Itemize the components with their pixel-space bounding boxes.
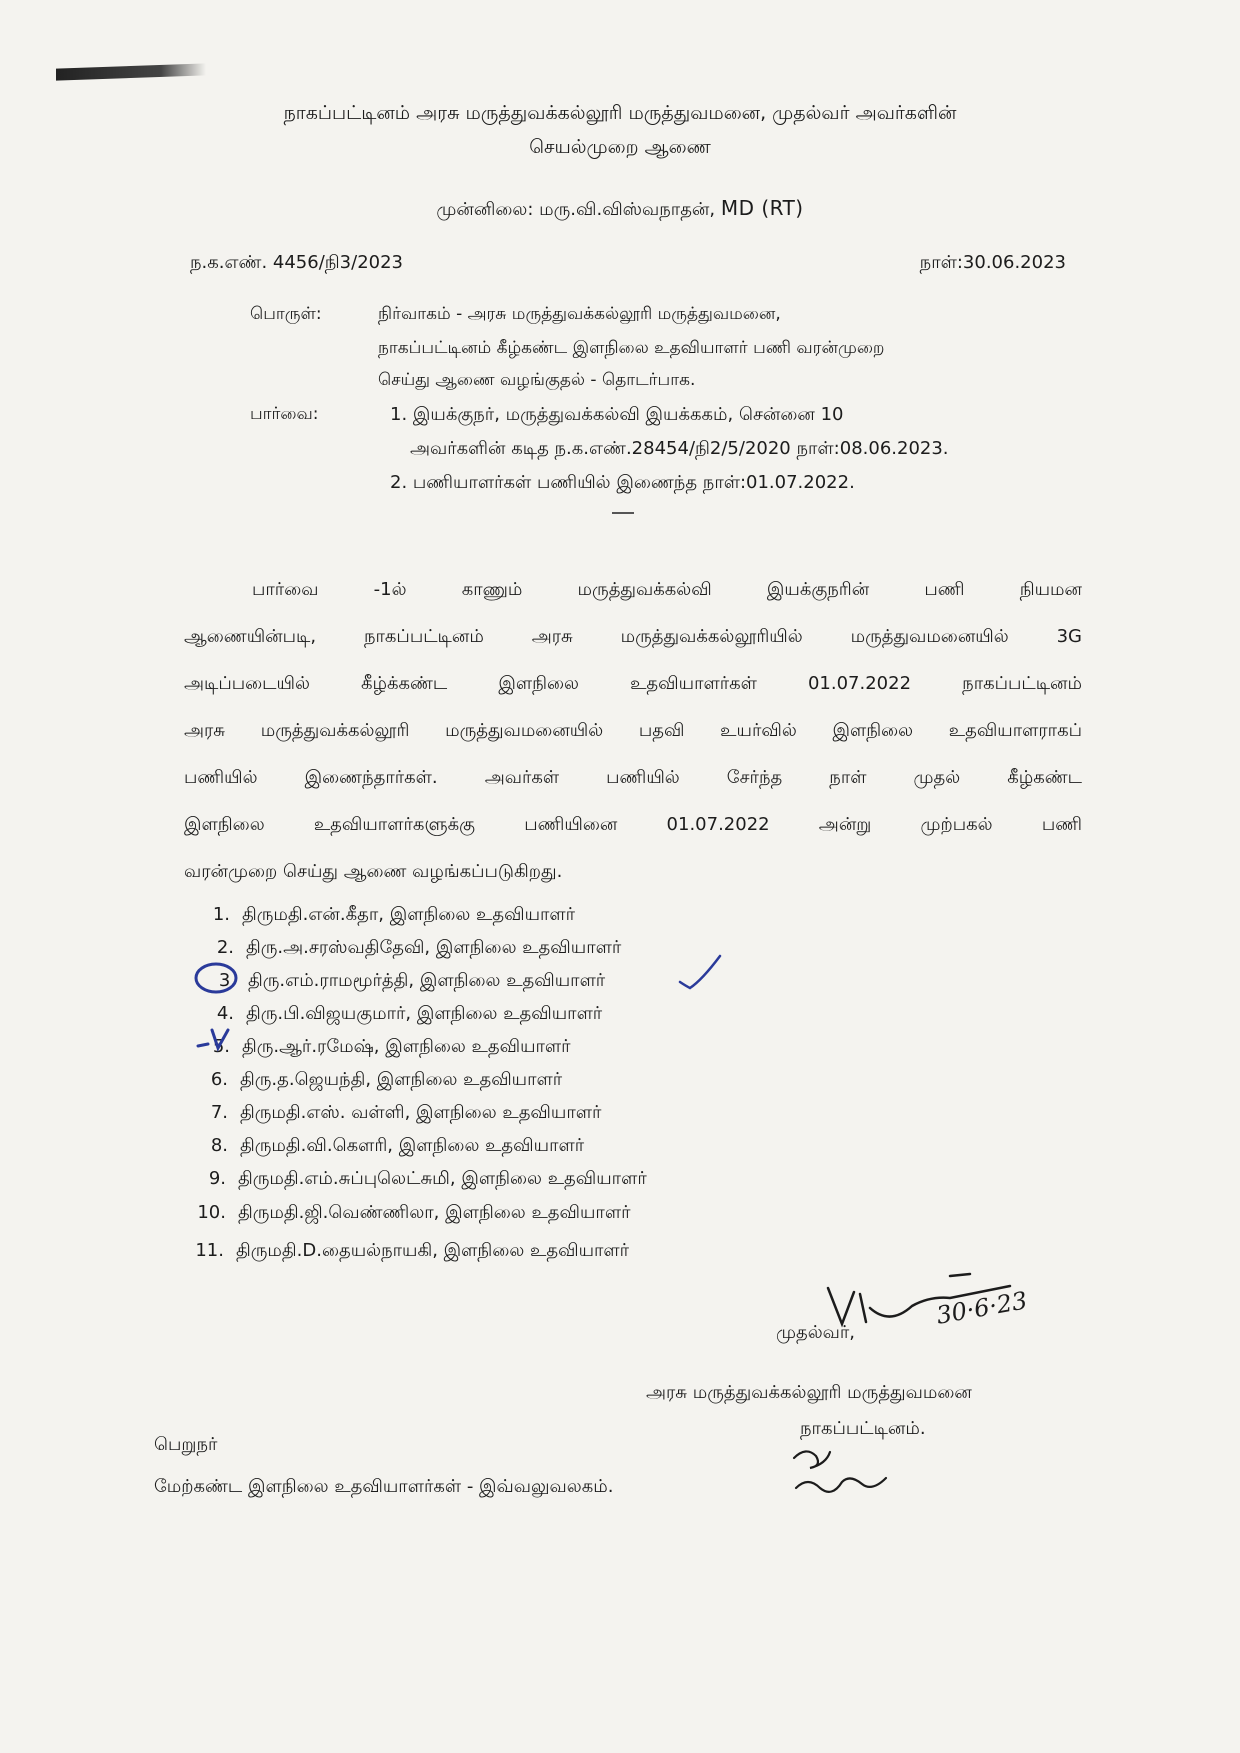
- header-title-line2: செயல்முறை ஆணை: [529, 136, 711, 158]
- signatory-place: நாகப்பட்டினம்.: [800, 1418, 926, 1439]
- subject-line-2: நாகப்பட்டினம் கீழ்கண்ட இளநிலை உதவியாளர் பணி வரன்முறை: [378, 338, 885, 358]
- staff-list-item: 5. திரு.ஆர்.ரமேஷ், இளநிலை உதவியாளர்: [212, 1036, 571, 1057]
- order-date: நாள்:30.06.2023: [919, 252, 1066, 273]
- handwritten-initials: [786, 1438, 896, 1508]
- staff-list-item: 10. திருமதி.ஜி.வெண்ணிலா, இளநிலை உதவியாளர்: [197, 1202, 631, 1223]
- reference-line-1: 1. இயக்குநர், மருத்துவக்கல்வி இயக்ககம், சென்னை 10: [390, 404, 844, 425]
- presence-name: முன்னிலை: மரு.வி.விஸ்வநாதன்,: [436, 199, 716, 220]
- reference-line-2: அவர்களின் கடித ந.க.எண்.28454/நி2/5/2020 நாள்:08.06.2023.: [410, 438, 949, 459]
- scan-edge-mark: [56, 63, 206, 80]
- subject-line-3: செய்து ஆணை வழங்குதல் - தொடர்பாக.: [378, 370, 696, 390]
- body-line: இளநிலை உதவியாளர்களுக்கு பணியினை 01.07.2022 அன்று முற்பகல் பணி: [184, 814, 1082, 835]
- staff-list-item: 1. திருமதி.என்.கீதா, இளநிலை உதவியாளர்: [212, 904, 576, 925]
- header-title-line1: நாகப்பட்டினம் அரசு மருத்துவக்கல்லூரி மருத்துவமனை, முதல்வர் அவர்களின்: [283, 102, 957, 124]
- ink-tick-mark-small: [194, 1024, 238, 1060]
- reference-line-3: 2. பணியாளர்கள் பணியில் இணைந்த நாள்:01.07.2022.: [390, 472, 855, 493]
- staff-list-item: 8. திருமதி.வி.கௌரி, இளநிலை உதவியாளர்: [210, 1135, 585, 1156]
- presence-line: [0, 196, 1240, 222]
- body-line: பார்வை -1ல் காணும் மருத்துவக்கல்வி இயக்குநரின் பணி நியமன: [252, 579, 1082, 600]
- body-paragraph: [184, 566, 1082, 895]
- staff-list-item: 2. திரு.அ.சரஸ்வதிதேவி, இளநிலை உதவியாளர்: [216, 937, 622, 958]
- body-line: அடிப்படையில் கீழ்க்கண்ட இளநிலை உதவியாளர்கள் 01.07.2022 நாகப்பட்டினம்: [184, 673, 1082, 694]
- subject-line-1: நிர்வாகம் - அரசு மருத்துவக்கல்லூரி மருத்துவமனை,: [378, 304, 781, 324]
- signatory-title: முதல்வர்,: [776, 1322, 856, 1343]
- staff-list-item: 11. திருமதி.D.தையல்நாயகி, இளநிலை உதவியாளர்: [195, 1240, 630, 1261]
- staff-list-item: 6. திரு.த.ஜெயந்தி, இளநிலை உதவியாளர்: [210, 1069, 563, 1090]
- staff-list-item: 4. திரு.பி.விஜயகுமார், இளநிலை உதவியாளர்: [216, 1003, 603, 1024]
- staff-list-item: 3. திரு.எம்.ராமமூர்த்தி, இளநிலை உதவியாளர்: [218, 970, 606, 991]
- section-divider: [612, 512, 634, 514]
- recipient-label: பெறுநர்: [154, 1434, 218, 1455]
- ink-circle-annotation: [192, 958, 242, 998]
- body-line: ஆணையின்படி, நாகப்பட்டினம் அரசு மருத்துவக்கல்லூரியில் மருத்துவமனையில் 3G: [184, 626, 1082, 647]
- presence-degree: MD (RT): [720, 196, 804, 220]
- body-line: அரசு மருத்துவக்கல்லூரி மருத்துவமனையில் பதவி உயர்வில் இளநிலை உதவியாளராகப்: [184, 720, 1082, 741]
- body-line: பணியில் இணைந்தார்கள். அவர்கள் பணியில் சேர்ந்த நாள் முதல் கீழ்கண்ட: [184, 767, 1082, 788]
- signature-date: 30·6·23: [934, 1286, 1030, 1330]
- staff-list-item: 7. திருமதி.எஸ். வள்ளி, இளநிலை உதவியாளர்: [210, 1102, 602, 1123]
- staff-list-item: 9. திருமதி.எம்.சுப்புலெட்சுமி, இளநிலை உதவியாளர்: [208, 1168, 647, 1189]
- recipient-text: மேற்கண்ட இளநிலை உதவியாளர்கள் - இவ்வலுவலகம்.: [154, 1476, 614, 1497]
- references-label: பார்வை:: [250, 404, 319, 424]
- ink-tick-mark: [676, 952, 726, 996]
- reference-number: ந.க.எண். 4456/நி3/2023: [190, 252, 404, 273]
- subject-label: பொருள்:: [250, 304, 322, 324]
- body-line: வரன்முறை செய்து ஆணை வழங்கப்படுகிறது.: [184, 861, 563, 882]
- signatory-institution: அரசு மருத்துவக்கல்லூரி மருத்துவமனை: [646, 1382, 972, 1403]
